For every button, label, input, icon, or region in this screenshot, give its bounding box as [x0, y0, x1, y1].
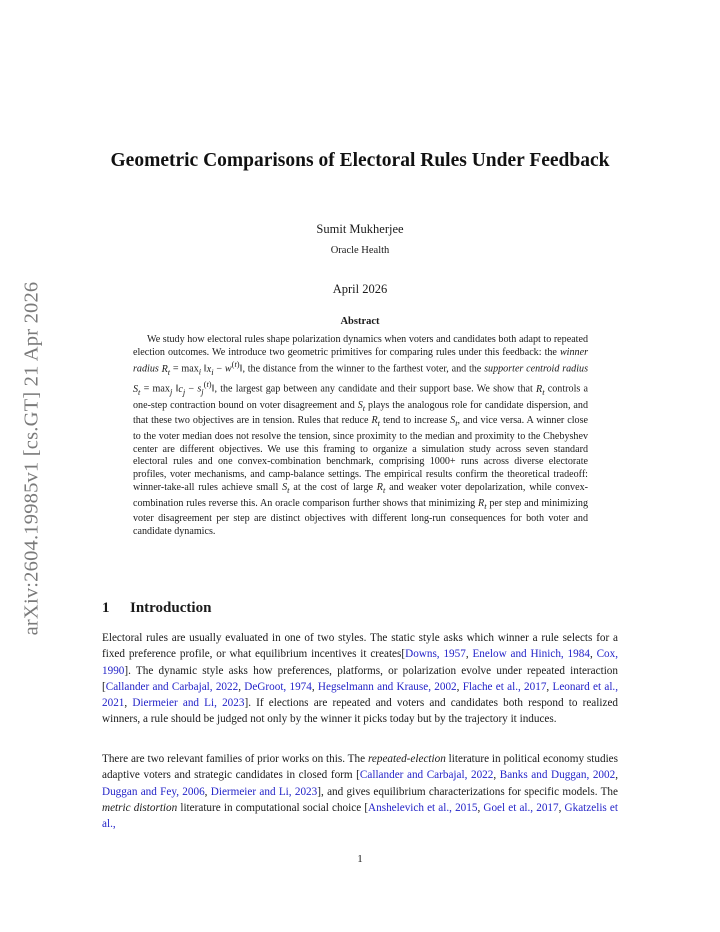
section-heading-introduction — [102, 600, 211, 617]
citation-link[interactable]: Enelow and Hinich, 1984 — [472, 648, 590, 661]
section-number: 1 — [102, 600, 110, 616]
citation-link[interactable]: Banks and Duggan, 2002 — [499, 769, 616, 782]
arxiv-identifier[interactable]: arXiv:2604.19985v1 [cs.GT] 21 Apr 2026 — [20, 281, 43, 635]
page-number: 1 — [357, 853, 363, 865]
citation-link[interactable]: Goel et al., 2017 — [483, 801, 559, 814]
intro-paragraph-2: There are two relevant families of prior works on this. The repeated-election literature in political economy studies adaptive voters and strategic candidates in closed form [Callander and Carbajal, 2022, Banks and Duggan, 2002, Duggan and Fey, 2006, Diermeier and Li, 2023], and gives equilibrium characterizations for specific models. The metric distortion literature in computational social choice [Anshelevich et al., 2015, Goel et al., 2017, Gkatzelis et al., — [102, 753, 619, 831]
section-title: Introduction — [130, 600, 212, 616]
citation-link[interactable]: Diermeier and Li, 2023 — [210, 785, 318, 798]
paper-date: April 2026 — [332, 282, 388, 296]
author-name: Sumit Mukherjee — [316, 222, 404, 236]
author-affiliation: Oracle Health — [330, 245, 390, 256]
citation-link[interactable]: Callander and Carbajal, 2022 — [105, 680, 239, 693]
citation-link[interactable]: Anshelevich et al., 2015 — [368, 801, 478, 814]
citation-link[interactable]: Downs, 1957 — [405, 648, 466, 661]
citation-link[interactable]: Diermeier and Li, 2023 — [132, 697, 245, 710]
intro-paragraph-1: Electoral rules are usually evaluated in one of two styles. The static style asks which winner a rule selects for a fixed preference profile, or what equilibrium incentives it creates[Downs, 1957, Enelow and Hinich, 1984, Cox, 1990]. The dynamic style asks how preferences, platforms, or polarization evolve under repeated interaction [Callander and Carbajal, 2022, DeGroot, 1974, Hegselmann and Krause, 2002, Flache et al., 2017, Leonard et al., 2021, Diermeier and Li, 2023]. If elections are repeated and voters and candidates both respond to realized winners, a rule should be judged not only by the winner it picks today but by the trajectory it induces. — [102, 632, 619, 726]
citation-link[interactable]: DeGroot, 1974 — [244, 680, 312, 693]
citation-link[interactable]: Duggan and Fey, 2006 — [102, 785, 205, 798]
abstract-heading: Abstract — [340, 316, 380, 327]
citation-link[interactable]: Flache et al., 2017 — [462, 680, 547, 693]
citation-link[interactable]: Cox, 1990 — [102, 648, 619, 677]
paper-title: Geometric Comparisons of Electoral Rules Under Feedback — [110, 150, 610, 171]
citation-link[interactable]: Callander and Carbajal, 2022 — [359, 769, 494, 782]
citation-link[interactable]: Leonard et al., 2021 — [102, 680, 619, 710]
citation-link[interactable]: Hegselmann and Krause, 2002 — [317, 680, 457, 693]
arxiv-sidebar — [4, 258, 60, 658]
abstract-body: We study how electoral rules shape polarization dynamics when voters and candidates both adapt to repeated election outcomes. We introduce two geometric primitives for comparing rules under this feedback: the winner radius $R_t = \max_i$ $‖x_i$ − $w^{(t)}‖$, the distance from the winner to the farthest voter, and the supporter centroid radius $S_t = \max_j$ $‖c_j$ − $s_j^{(t)}‖$, the largest gap between any candidate and their support base. We show that $R_t$ controls a one-step contraction bound on voter disagreement and $S_t$ plays the analogous role for candidate dispersion, and that these two objectives are in tension. Rules that reduce $R_t$ tend to increase $S_t$, and vice versa. A winner close to the voter median does not resolve the tension, since proximity to the median and proximity to the Chebyshev center are different objectives. We use this framing to organize a simulation study across seven standard electoral rules and one convex-combination benchmark, comprising 1000+ runs across diverse electorate profiles, voter mechanisms, and camp-balance settings. The empirical results confirm the theoretical tradeoff: winner-take-all rules achieve small $S_t$ at the cost of large $R_t$ and weaker voter depolarization, while convex-combination rules reverse this. An oracle comparison further shows that minimizing $R_t$ per step and minimizing voter disagreement per step are distinct objectives with different long-run consequences for both voter and candidate dynamics. — [133, 334, 589, 537]
citation-link[interactable]: Gkatzelis et al., — [102, 801, 618, 831]
